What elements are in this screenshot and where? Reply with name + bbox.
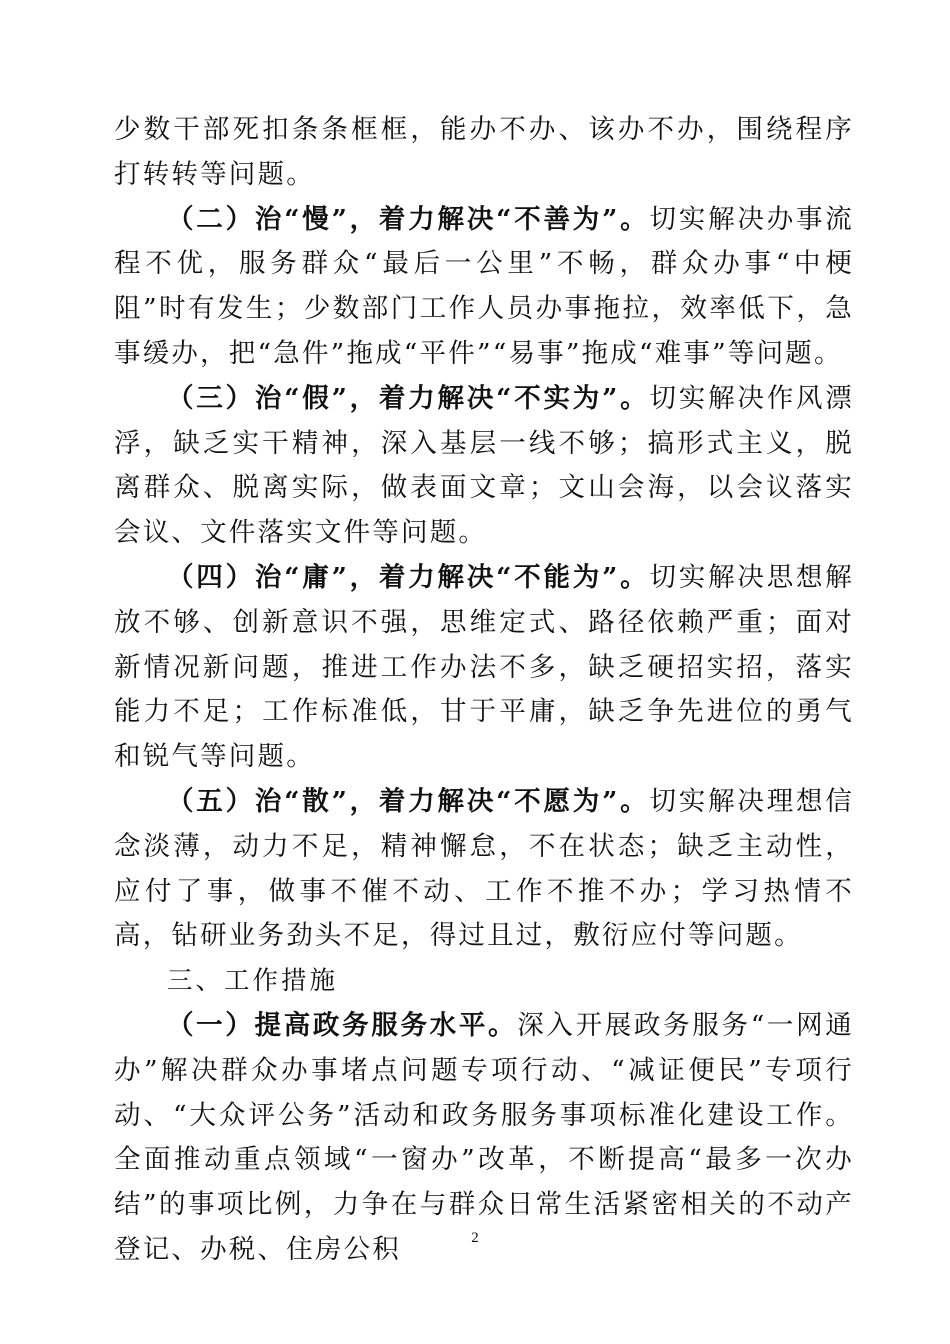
paragraph-text: 深入开展政务服务“一网通办”解决群众办事堵点问题专项行动、“减证便民”专项行动、“大众评公务”活动和政务服务事项标准化建设工作。全面推动重点领域“一窗办”改革，不断提高“最多一次办结”的事项比例，力争在与群众日常生活紧密相关的不动产登记、办税、住房公积: [114, 1009, 854, 1265]
paragraph-lead: （一）提高政务服务水平。: [167, 1009, 518, 1041]
paragraph-text: 切实解决办事流程不优，服务群众“最后一公里”不畅，群众办事“中梗阻”时有发生；少数部门工作人员办事拖拉，效率低下，急事缓办，把“急件”拖成“平件”“易事”拖成“难事”等问题。: [114, 203, 854, 369]
paragraph-lead: （四）治“庸”，着力解决“不能为”。: [167, 561, 650, 593]
paragraph-slow: [114, 198, 854, 377]
paragraph-continuation: [114, 108, 854, 198]
paragraph-mediocre: [114, 556, 854, 780]
paragraph-text: 切实解决作风漂浮，缺乏实干精神，深入基层一线不够；搞形式主义，脱离群众、脱离实际，做表面文章；文山会海，以会议落实会议、文件落实文件等问题。: [114, 382, 854, 549]
section-heading: 三、工作措施: [167, 966, 339, 997]
paragraph-text: 少数干部死扣条条框框，能办不办、该办不办，围绕程序打转转等问题。: [114, 114, 854, 190]
paragraph-text: 切实解决理想信念淡薄，动力不足，精神懈怠，不在状态；缺乏主动性，应付了事，做事不催不动、工作不推不办；学习热情不高，钻研业务劲头不足，得过且过，敷衍应付等问题。: [114, 785, 854, 952]
paragraph-lead: （五）治“散”，着力解决“不愿为”。: [167, 785, 650, 817]
paragraph-lead: （三）治“假”，着力解决“不实为”。: [167, 382, 650, 414]
paragraph-lax: [114, 780, 854, 959]
paragraph-lead: （二）治“慢”，着力解决“不善为”。: [167, 203, 650, 235]
document-page: [114, 108, 854, 1273]
page-number: 2: [471, 1230, 479, 1246]
paragraph-false: [114, 377, 854, 556]
paragraph-text: 切实解决思想解放不够、创新意识不强，思维定式、路径依赖严重；面对新情况新问题，推进工作办法不多，缺乏硬招实招，落实能力不足；工作标准低，甘于平庸，缺乏争先进位的勇气和锐气等问题。: [114, 561, 854, 773]
